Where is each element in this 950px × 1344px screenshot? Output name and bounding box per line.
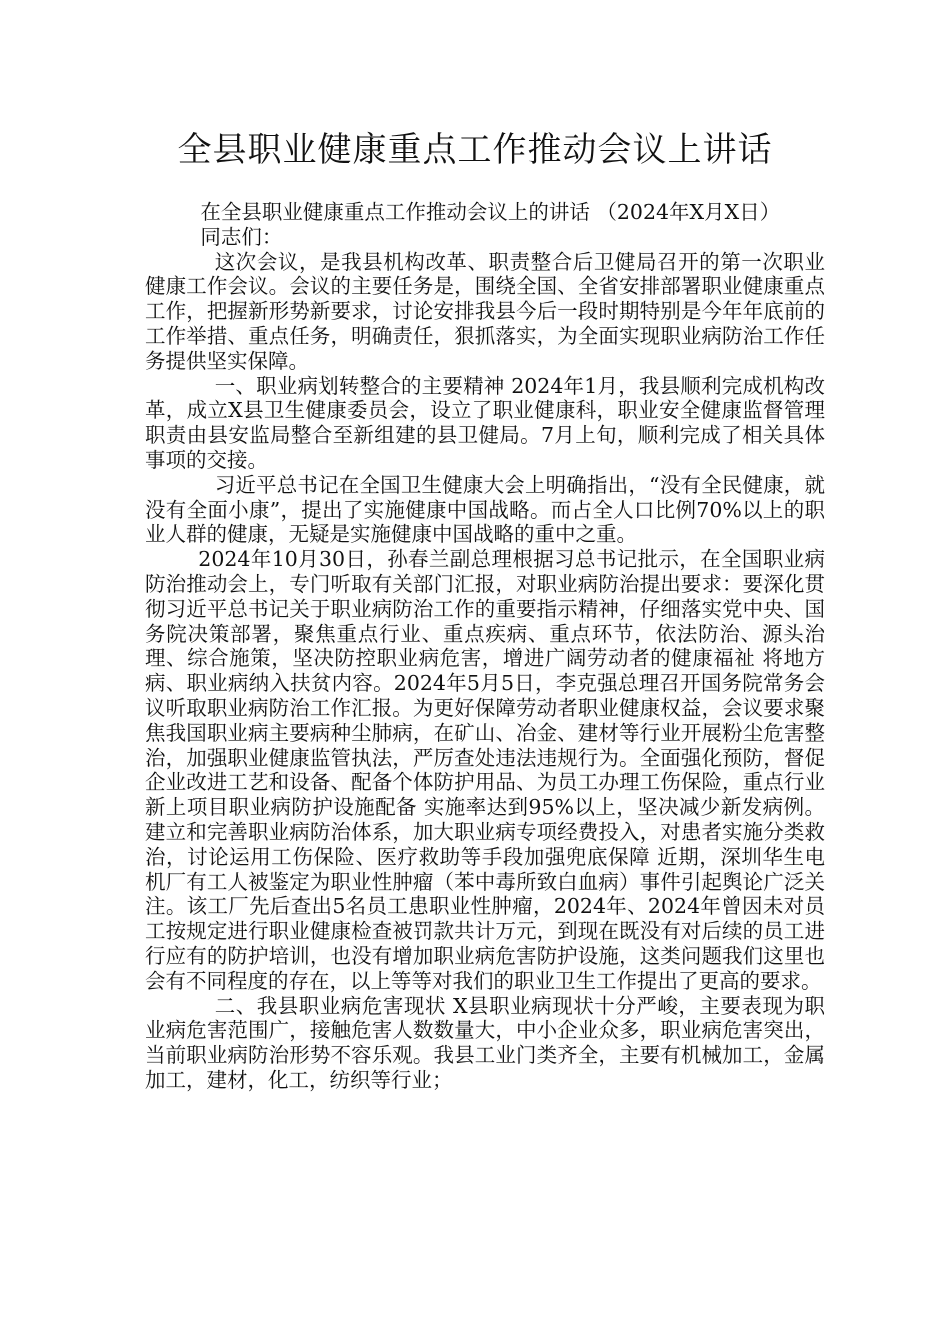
document-title: 全县职业健康重点工作推动会议上讲话 bbox=[177, 130, 773, 170]
xi-quote-paragraph: 习近平总书记在全国卫生健康大会上明确指出，“没有全民健康，就没有全面小康”，提出了实施健康中国战略。而占全人口比例70%以上的职业人群的健康，无疑是实施健康中国战略的重中之重。 bbox=[145, 472, 825, 547]
section-two-paragraph: 二、我县职业病危害现状 X县职业病现状十分严峻，主要表现为职业病危害范围广，接触危害人数数量大，中小企业众多，职业病危害突出，当前职业病防治形势不容乐观。我县工业门类齐全，主要有机械加工，金属加工，建材，化工，纺织等行业； bbox=[145, 993, 825, 1092]
requirements-paragraph: 2024年10月30日，孙春兰副总理根据习总书记批示，在全国职业病防治推动会上，专门听取有关部门汇报，对职业病防治提出要求：要深化贯彻习近平总书记关于职业病防治工作的重要指示精神，仔细落实党中央、国务院决策部署，聚焦重点行业、重点疾病、重点环节，依法防治、源头治理、综合施策，坚决防控职业病危害，增进广阔劳动者的健康福祉 将地方病、职业病纳入扶贫内容。2024年5月5日，李克强总理召开国务院常务会议听取职业病防治工作汇报。为更好保障劳动者职业健康权益，会议要求聚焦我国职业病主要病种尘肺病，在矿山、冶金、建材等行业开展粉尘危害整治，加强职业健康监管执法，严厉查处违法违规行为。全面强化预防，督促企业改进工艺和设备、配备个体防护用品、为员工办理工伤保险，重点行业新上项目职业病防护设施配备 实施率达到95%以上，坚决减少新发病例。建立和完善职业病防治体系，加大职业病专项经费投入，对患者实施分类救治，讨论运用工伤保险、医疗救助等手段加强兜底保障 近期，深圳华生电机厂有工人被鉴定为职业性肿瘤（苯中毒所致白血病）事件引起舆论广泛关注。该工厂先后查出5名员工患职业性肿瘤，2024年、2024年曾因未对员工按规定进行职业健康检查被罚款共计万元，到现在既没有对后续的员工进行应有的防护培训，也没有增加职业病危害防护设施，这类问题我们这里也会有不同程度的存在，以上等等对我们的职业卫生工作提出了更高的要求。 bbox=[145, 547, 825, 993]
speech-heading-paragraph: 在全县职业健康重点工作推动会议上的讲话 （2024年X月X日） bbox=[200, 200, 781, 224]
section-one-paragraph: 一、职业病划转整合的主要精神 2024年1月，我县顺利完成机构改革，成立X县卫生健康委员会，设立了职业健康科，职业安全健康监督管理职责由县安监局整合至新组建的县卫健局。7月上旬，顺利完成了相关具体事项的交接。 bbox=[145, 373, 825, 472]
salutation-paragraph: 同志们： bbox=[200, 224, 283, 249]
intro-paragraph: 这次会议，是我县机构改革、职责整合后卫健局召开的第一次职业健康工作会议。会议的主要任务是，围绕全国、全省安排部署职业健康重点工作，把握新形势新要求，讨论安排我县今后一段时期特别是今年年底前的工作举措、重点任务，明确责任，狠抓落实，为全面实现职业病防治工作任务提供坚实保障。 bbox=[145, 249, 825, 373]
document-body bbox=[145, 200, 825, 1093]
